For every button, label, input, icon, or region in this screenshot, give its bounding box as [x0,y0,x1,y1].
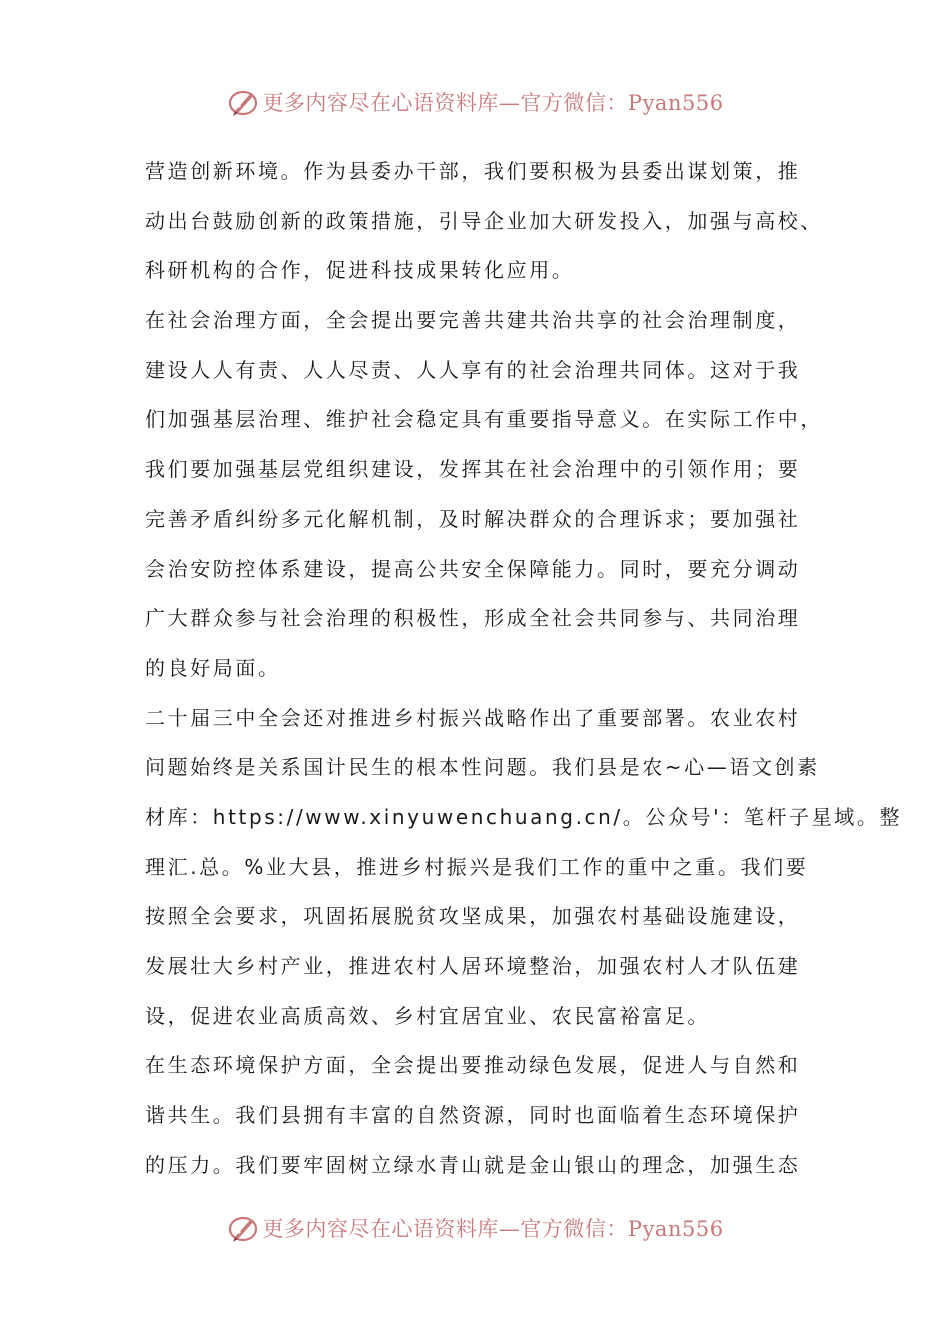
pen-logo-icon [226,85,260,119]
text-line: 二十届三中全会还对推进乡村振兴战略作出了重要部署。农业农村 [145,705,801,730]
text-line: 发展壮大乡村产业，推进农村人居环境整治，加强农村人才队伍建 [145,954,801,978]
text-line: 谐共生。我们县拥有丰富的自然资源，同时也面临着生态环境保护 [145,1103,801,1128]
text-line: 广大群众参与社会治理的积极性，形成全社会共同参与、共同治理 [145,606,801,631]
text-line: 我们要加强基层党组织建设，发挥其在社会治理中的引领作用；要 [145,457,801,482]
text-line: 的良好局面。 [145,655,281,680]
text-line: 在社会治理方面，全会提出要完善共建共治共享的社会治理制度， [145,308,801,333]
text-line: 的压力。我们要牢固树立绿水青山就是金山银山的理念，加强生态 [145,1152,801,1177]
text-line: 科研机构的合作，促进科技成果转化应用。 [145,258,575,283]
header-banner-text: 更多内容尽在心语资料库—官方微信：Pyan556 [262,91,724,115]
text-line: 营造创新环境。作为县委办干部，我们要积极为县委出谋划策，推 [145,159,801,183]
text-line: 们加强基层治理、维护社会稳定具有重要指导意义。在实际工作中， [145,407,823,432]
text-line: 设，促进农业高质高效、乡村宜居宜业、农民富裕富足。 [145,1003,710,1028]
text-line: 动出台鼓励创新的政策措施，引导企业加大研发投入，加强与高校、 [145,208,823,233]
footer-banner [0,1208,950,1248]
text-line: 按照全会要求，巩固拓展脱贫攻坚成果，加强农村基础设施建设， [145,904,801,929]
text-line: 问题始终是关系国计民生的根本性问题。我们县是农~心—语文创素 [145,755,820,780]
text-line: 理汇.总。%业大县，推进乡村振兴是我们工作的重中之重。我们要 [145,854,809,879]
text-line: 完善矛盾纠纷多元化解机制，及时解决群众的合理诉求；要加强社 [145,506,801,531]
document-body [145,147,903,1190]
text-line: 建设人人有责、人人尽责、人人享有的社会治理共同体。这对于我 [145,357,801,382]
text-line: 在生态环境保护方面，全会提出要推动绿色发展，促进人与自然和 [145,1053,801,1078]
text-line: 会治安防控体系建设，提高公共安全保障能力。同时，要充分调动 [145,556,801,581]
header-banner [0,82,950,122]
footer-banner-text: 更多内容尽在心语资料库—官方微信：Pyan556 [262,1217,724,1241]
text-line: 材库：https://www.xinyuwenchuang.cn/。公众号'：笔杆子星域。整 [145,804,903,829]
pen-logo-icon [226,1211,260,1245]
